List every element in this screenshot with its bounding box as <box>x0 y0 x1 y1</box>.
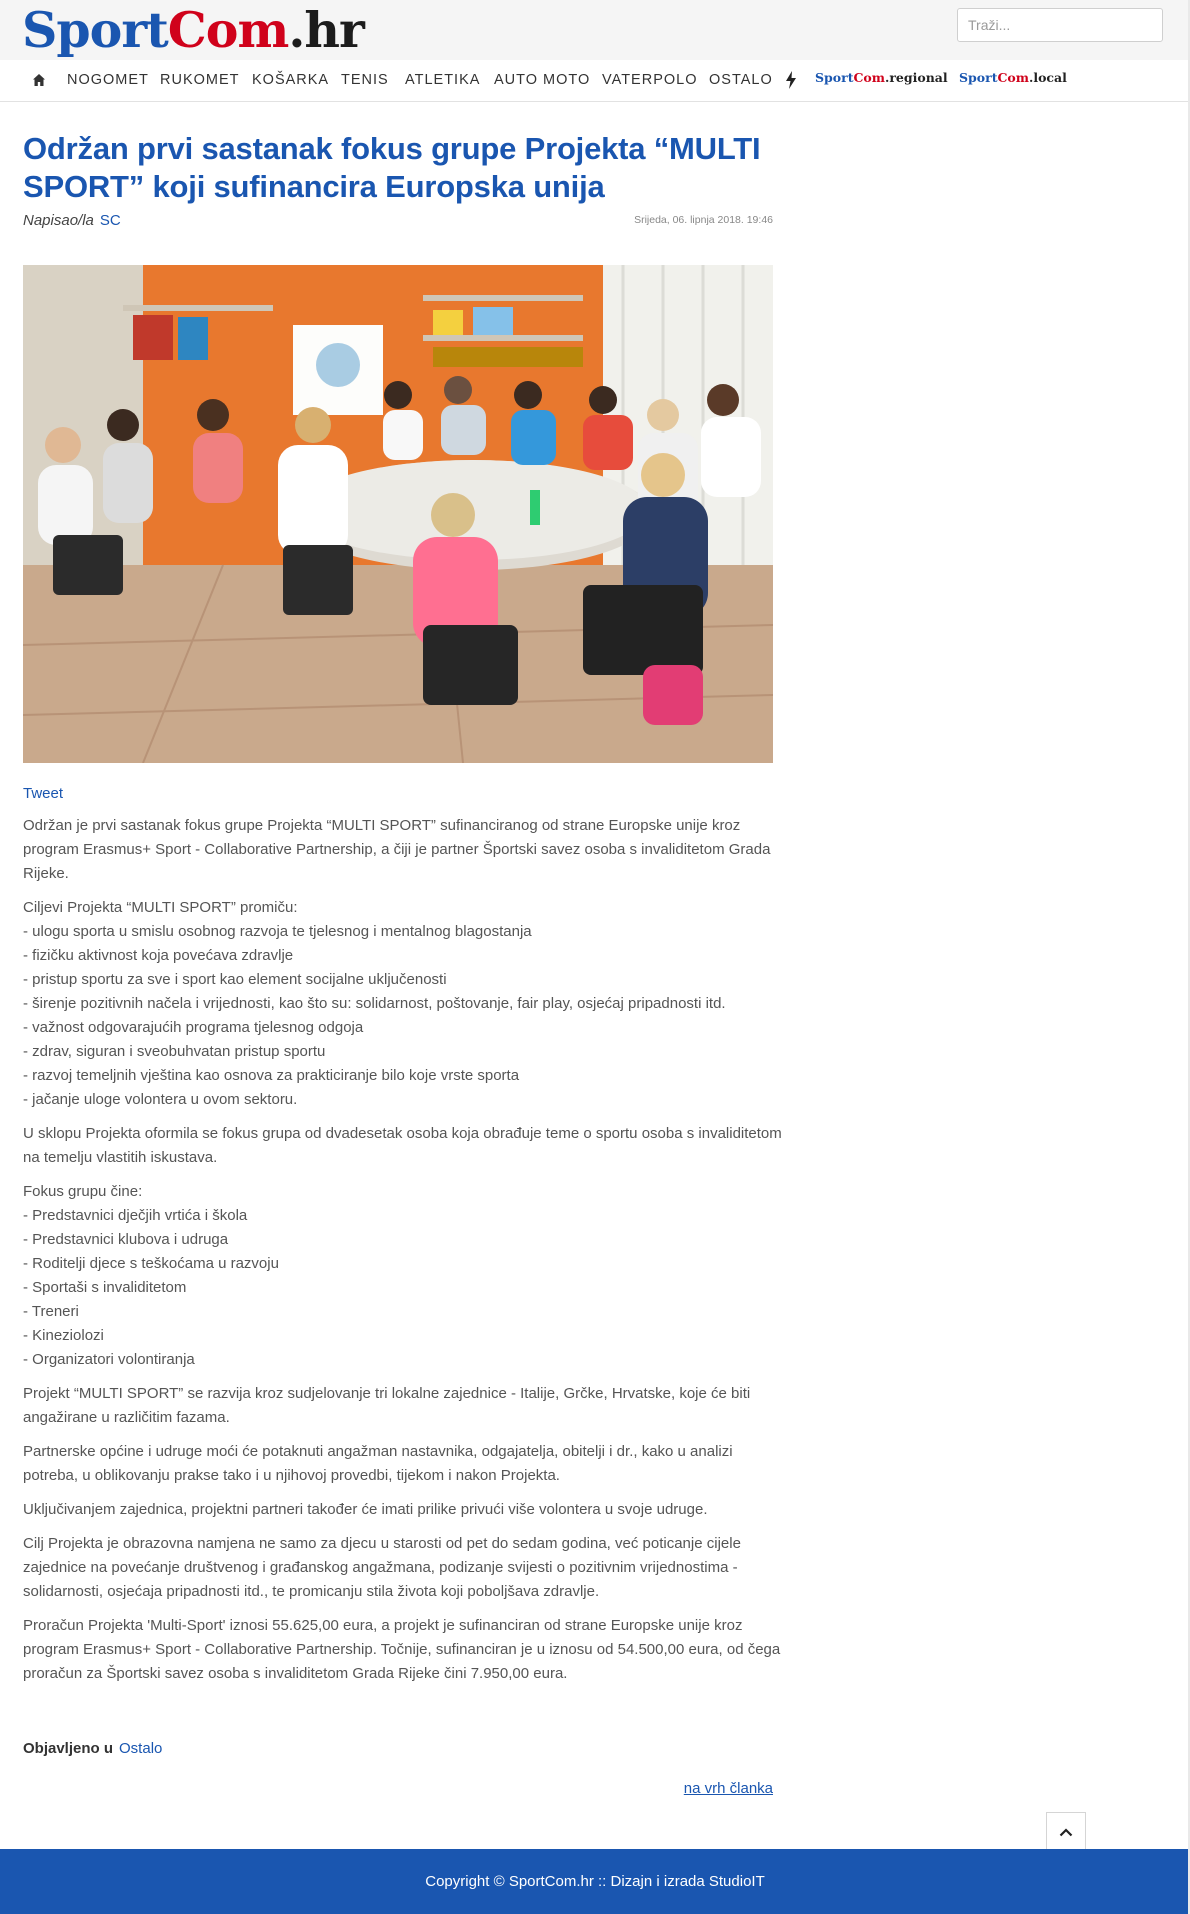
site-footer <box>0 1849 1190 1914</box>
nav-item-kosarka[interactable]: KOŠARKA <box>252 72 330 88</box>
nav-item-rukomet[interactable]: RUKOMET <box>160 72 240 88</box>
author-link[interactable]: SC <box>99 212 121 229</box>
members-heading: Fokus grupu čine: <box>23 1183 143 1200</box>
paragraph-budget: Proračun Projekta 'Multi-Sport' iznosi 55.625,00 eura, a projekt je sufinanciran od strane Europske unije kroz program Erasmus+ Sport - Collaborative Partnership. Točnije, sufinanciran je u iznosu od 54.500,00 eura, od čega proračun za Športski savez osoba s invaliditetom Grada Rijeke čini 7.950,00 eura. <box>23 1617 781 1682</box>
list-item: - Treneri <box>23 1303 79 1320</box>
article-byline <box>23 212 121 229</box>
nav-brand-regional[interactable]: SportCom.regional <box>815 70 948 85</box>
members-block <box>23 1180 783 1372</box>
list-item: - Kineziolozi <box>23 1327 104 1344</box>
to-top-link[interactable]: na vrh članka <box>683 1780 773 1797</box>
paragraph-goal: Cilj Projekta je obrazovna namjena ne samo za djecu u starosti od pet do sedam godina, već poticanje cijele zajednice na povećanje društvenog i građanskog angažmana, podizanje svijesti o pozitivnim vrijednostima - solidarnosti, osjećaja pripadnosti itd., te promicanju stila života koji poboljšava zdravlje. <box>23 1535 741 1600</box>
list-item: - važnost odgovarajućih programa tjelesnog odgoja <box>23 1019 364 1036</box>
list-item: - razvoj temeljnih vještina kao osnova za prakticiranje bilo koje vrste sporta <box>23 1067 520 1084</box>
scroll-to-top-button[interactable] <box>1046 1812 1086 1852</box>
nav-item-ostalo[interactable]: OSTALO <box>709 72 773 88</box>
list-item: - pristup sportu za sve i sport kao element socijalne uključenosti <box>23 971 447 988</box>
article-photo <box>23 265 773 763</box>
top-header <box>0 0 1190 60</box>
goals-block <box>23 896 783 1112</box>
paragraph-partners: Partnerske općine i udruge moći će potaknuti angažman nastavnika, odgajatelja, obitelji i dr., kako u analizi potreba, u oblikovanju prakse tako i u njihovoj provedbi, tijekom i nakon Projekta. <box>23 1443 733 1484</box>
nav-item-nogomet[interactable]: NOGOMET <box>67 72 149 88</box>
list-item: - zdrav, siguran i sveobuhvatan pristup sportu <box>23 1043 326 1060</box>
search-input[interactable] <box>957 8 1163 42</box>
footer-copyright: Copyright © SportCom.hr :: Dizajn i izrada StudioIT <box>425 1873 765 1890</box>
category-link[interactable]: Ostalo <box>119 1740 163 1757</box>
main-nav <box>0 60 1190 102</box>
list-item: - jačanje uloge volontera u ovom sektoru. <box>23 1091 298 1108</box>
list-item: - Roditelji djece s teškoćama u razvoju <box>23 1255 279 1272</box>
chevron-up-icon <box>1059 1827 1073 1837</box>
goals-heading: Ciljevi Projekta “MULTI SPORT” promiču: <box>23 899 298 916</box>
site-logo[interactable]: SportCom.hr <box>22 1 364 59</box>
paragraph-volunteers: Uključivanjem zajednica, projektni partneri također će imati prilike privući više volontera u svoje udruge. <box>23 1501 708 1518</box>
list-item: - fizičku aktivnost koja povećava zdravlje <box>23 947 294 964</box>
list-item: - Organizatori volontiranja <box>23 1351 195 1368</box>
list-item: - širenje pozitivnih načela i vrijednosti, kao što su: solidarnost, poštovanje, fair play, osjećaj pripadnosti itd. <box>23 995 726 1012</box>
paragraph-focus-group: U sklopu Projekta oformila se fokus grupa od dvadesetak osoba koja obrađuje teme o sportu osoba s invaliditetom na temelju vlastitih iskustava. <box>23 1125 782 1166</box>
list-item: - Sportaši s invaliditetom <box>23 1279 187 1296</box>
article-title: Održan prvi sastanak fokus grupe Projekta “MULTI SPORT” koji sufinancira Europska unija <box>23 131 761 204</box>
published-in <box>23 1740 162 1757</box>
article-date: Srijeda, 06. lipnja 2018. 19:46 <box>634 214 773 226</box>
article-body <box>23 814 783 1696</box>
byline-label: Napisao/la <box>23 212 94 229</box>
home-icon[interactable] <box>32 73 46 87</box>
nav-item-auto-moto[interactable]: AUTO MOTO <box>494 72 591 88</box>
list-item: - ulogu sporta u smislu osobnog razvoja te tjelesnog i mentalnog blagostanja <box>23 923 532 940</box>
lightning-icon[interactable] <box>785 71 797 89</box>
paragraph-communities: Projekt “MULTI SPORT” se razvija kroz sudjelovanje tri lokalne zajednice - Italije, Grčke, Hrvatske, koje će biti angažirane u različitim fazama. <box>23 1385 751 1426</box>
nav-item-atletika[interactable]: ATLETIKA <box>405 72 481 88</box>
nav-item-tenis[interactable]: TENIS <box>341 72 389 88</box>
published-label: Objavljeno u <box>23 1740 114 1757</box>
nav-brand-local[interactable]: SportCom.local <box>959 70 1067 85</box>
paragraph-intro: Održan je prvi sastanak fokus grupe Projekta “MULTI SPORT” sufinanciranog od strane Europske unije kroz program Erasmus+ Sport - Collaborative Partnership, a čiji je partner Športski savez osoba s invaliditetom Grada Rijeke. <box>23 817 771 882</box>
list-item: - Predstavnici klubova i udruga <box>23 1231 229 1248</box>
tweet-button[interactable]: Tweet <box>23 785 64 802</box>
list-item: - Predstavnici dječjih vrtića i škola <box>23 1207 248 1224</box>
nav-item-vaterpolo[interactable]: VATERPOLO <box>602 72 698 88</box>
